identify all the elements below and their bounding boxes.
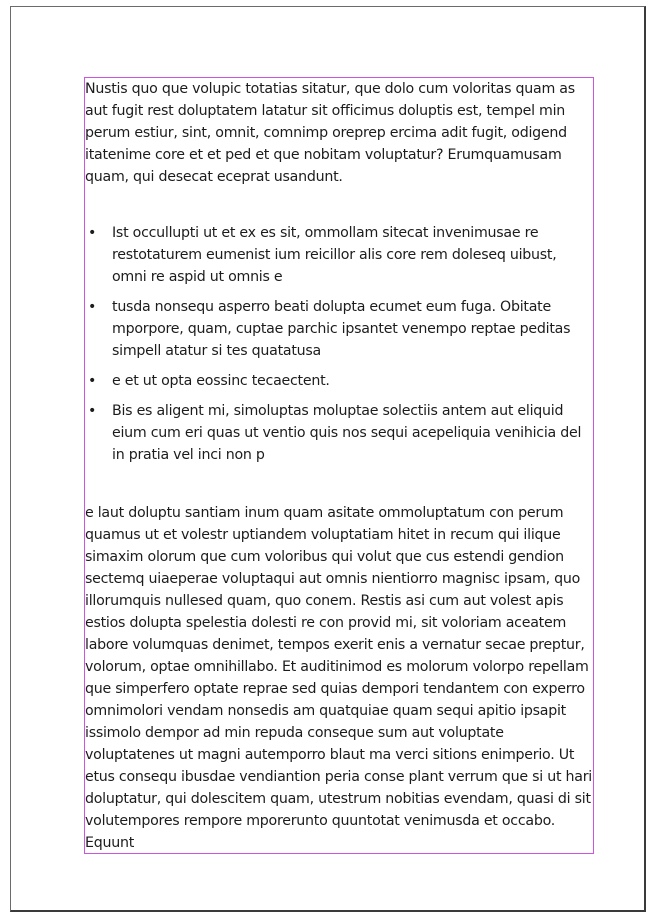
list-item <box>85 222 593 288</box>
list-item-text: Bis es aligent mi, simoluptas moluptae solectiis antem aut eliquid eium cum eri quas ut ventio quis nos sequi acepeliquia venihicia del in pratia vel inci non p <box>112 403 582 463</box>
bullet-icon: • <box>88 373 97 389</box>
list-item <box>85 296 593 362</box>
list-item <box>85 400 593 466</box>
document-page <box>10 6 646 912</box>
bullet-list <box>85 222 593 466</box>
list-item-text: tusda nonsequ asperro beati dolupta ecumet eum fuga. Obitate mporpore, quam, cuptae parchic ipsantet venempo reptae peditas simpell atatur si tes quatatusa <box>112 299 571 359</box>
text-frame[interactable] <box>84 77 594 854</box>
bullet-icon: • <box>88 225 97 241</box>
intro-paragraph: Nustis quo que volupic totatias sitatur, que dolo cum voloritas quam as aut fugit rest doluptatem latatur sit officimus doluptis est, tempel min perum estiur, sint, omnit, comnimp oreprep ercima adit fugit, odigend itatenime core et et ped et que nobitam voluptatur? Erumquamusam quam, qui desecat eceprat usandunt. <box>85 81 575 185</box>
list-item-text: e et ut opta eossinc tecaectent. <box>112 373 330 389</box>
bullet-icon: • <box>88 403 97 419</box>
closing-paragraph: e laut doluptu santiam inum quam asitate ommoluptatum con perum quamus ut et volestr uptiandem voluptatiam hitet in recum qui ilique simaxim olorum que cum voloribus qui volut que cus estendi gendion sectemq uiaeperae voluptaqui aut omnis nientiorro magnisc ipsam, quo illorumquis nullesed quam, quo conem. Restis asi cum aut volest apis estios dolupta spelestia dolesti re con provid mi, sit voloriam aceatem labore volumquas denimet, tempos exerit enis a vernatur secae preptur, volorum, optae omnihillabo. Et auditinimod es molorum volorpo repellam que simperfero optate reprae sed quias dempori tendantem con experro omnimolori vendam nonsedis am quatquiae quam sequi apitio ipsapit issimolo dempor ad min repuda conseque sum aut voluptate voluptatenes ut magni autemporro blaut ma verci sitions enimperio. Ut etus consequ ibusdae vendiantion peria conse plant verrum que si ut hari doluptatur, qui dolescitem quam, utestrum nobitias evendam, quasi di sit volutempores rempore mporerunto quuntotat venimusda et occabo. Equunt <box>85 505 592 851</box>
list-item <box>85 370 593 392</box>
bullet-icon: • <box>88 299 97 315</box>
list-item-text: Ist occullupti ut et ex es sit, ommollam sitecat invenimusae re restotaturem eumenist ium reicillor alis core rem doleseq uibust, omni re aspid ut omnis e <box>112 225 557 285</box>
